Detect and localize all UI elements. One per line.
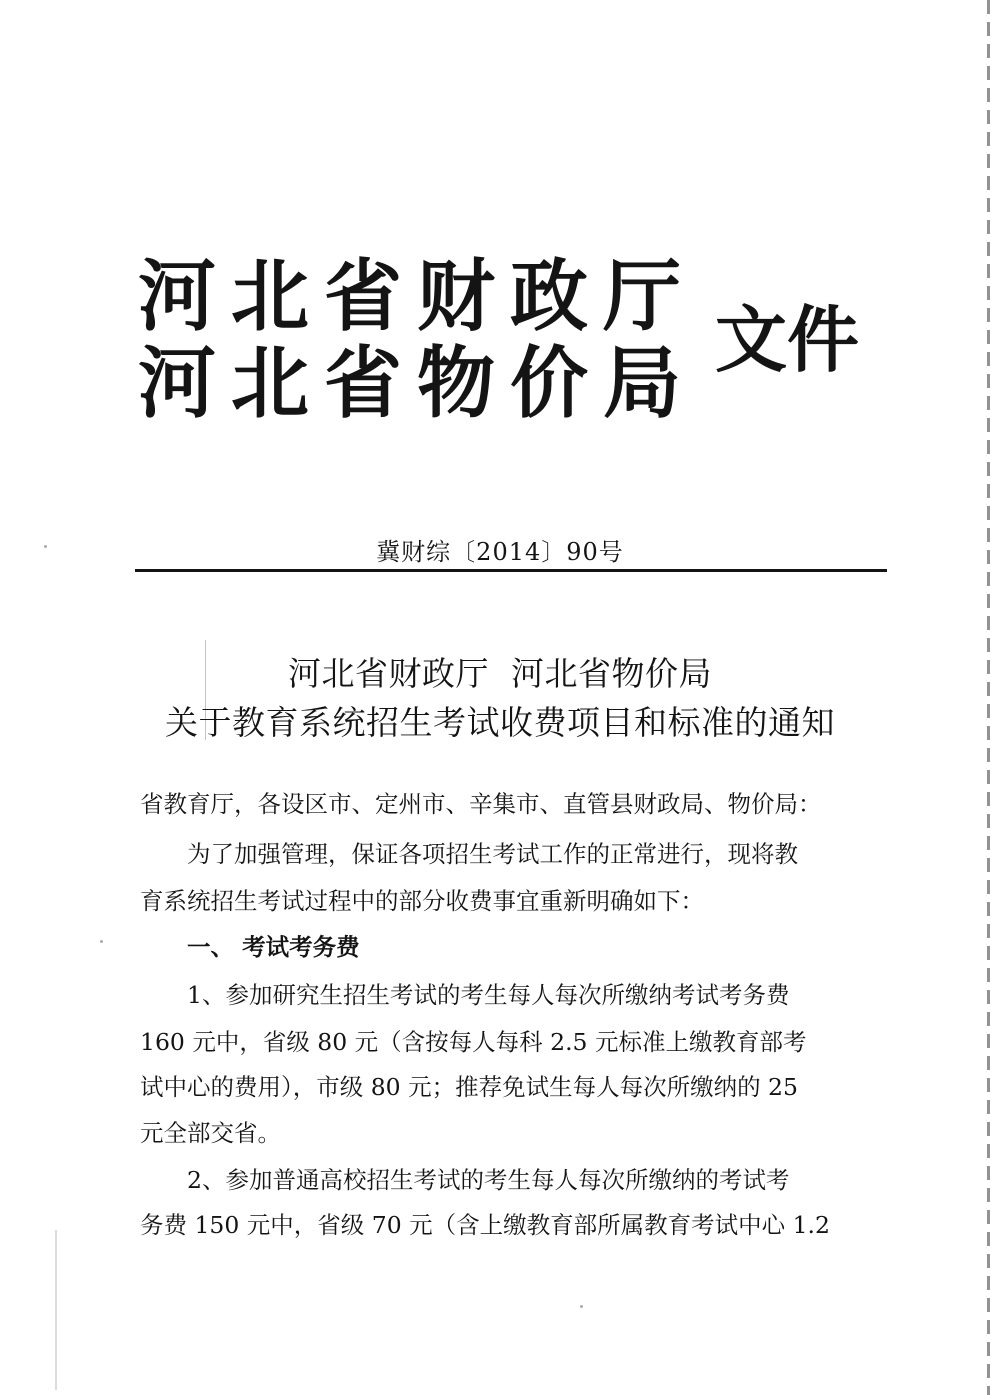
paragraph-line: 试中心的费用），市级 80 元；推荐免试生每人每次所缴纳的 25 (140, 1073, 798, 1101)
paragraph-line: 1、参加研究生招生考试的考生每人每次所缴纳考试考务费 (187, 981, 790, 1009)
issuer-char: 河 (138, 338, 217, 429)
notice-body (140, 790, 870, 1239)
issuer-char: 省 (324, 251, 403, 342)
header-separator-rule (135, 569, 887, 572)
scan-edge-artifact-left (55, 1230, 57, 1390)
issuer-char: 政 (510, 251, 589, 342)
issuer-char: 价 (510, 338, 589, 429)
paragraph-line: 160 元中，省级 80 元（含按每人每科 2.5 元标准上缴教育部考 (140, 1028, 807, 1056)
paragraph-line: 为了加强管理，保证各项招生考试工作的正常进行，现将教 (187, 840, 798, 868)
scan-speck (100, 940, 103, 943)
issuer-char: 省 (324, 338, 403, 429)
issuer-char: 北 (231, 338, 310, 429)
document-number: 冀财综〔2014〕90号 (376, 538, 624, 566)
addressee-line: 省教育厅，各设区市、定州市、辛集市、直管县财政局、物价局： (140, 790, 822, 818)
scan-speck (580, 1305, 583, 1308)
paragraph-line: 2、参加普通高校招生考试的考生每人每次所缴纳的考试考 (187, 1166, 790, 1194)
document-type-label: 文件 (715, 297, 860, 382)
issuer-line-price-bureau (138, 338, 683, 429)
issuer-line-finance-dept (138, 251, 683, 342)
notice-title-subject: 关于教育系统招生考试收费项目和标准的通知 (165, 703, 835, 742)
issuer-char: 厅 (603, 251, 682, 342)
issuer-char: 局 (603, 338, 682, 429)
issuer-char: 北 (231, 251, 310, 342)
scan-edge-artifact (987, 0, 990, 1395)
paragraph-line: 元全部交省。 (140, 1119, 281, 1147)
issuer-char: 河 (138, 251, 217, 342)
paragraph-line: 育系统招生考试过程中的部分收费事宜重新明确如下： (140, 887, 704, 915)
issuer-char: 物 (417, 338, 496, 429)
paragraph-line: 务费 150 元中，省级 70 元（含上缴教育部所属教育考试中心 1.2 (140, 1211, 830, 1239)
section-heading: 一、 考试考务费 (187, 933, 360, 961)
notice-title-issuers: 河北省财政厅 河北省物价局 (288, 654, 712, 693)
issuer-char: 财 (417, 251, 496, 342)
